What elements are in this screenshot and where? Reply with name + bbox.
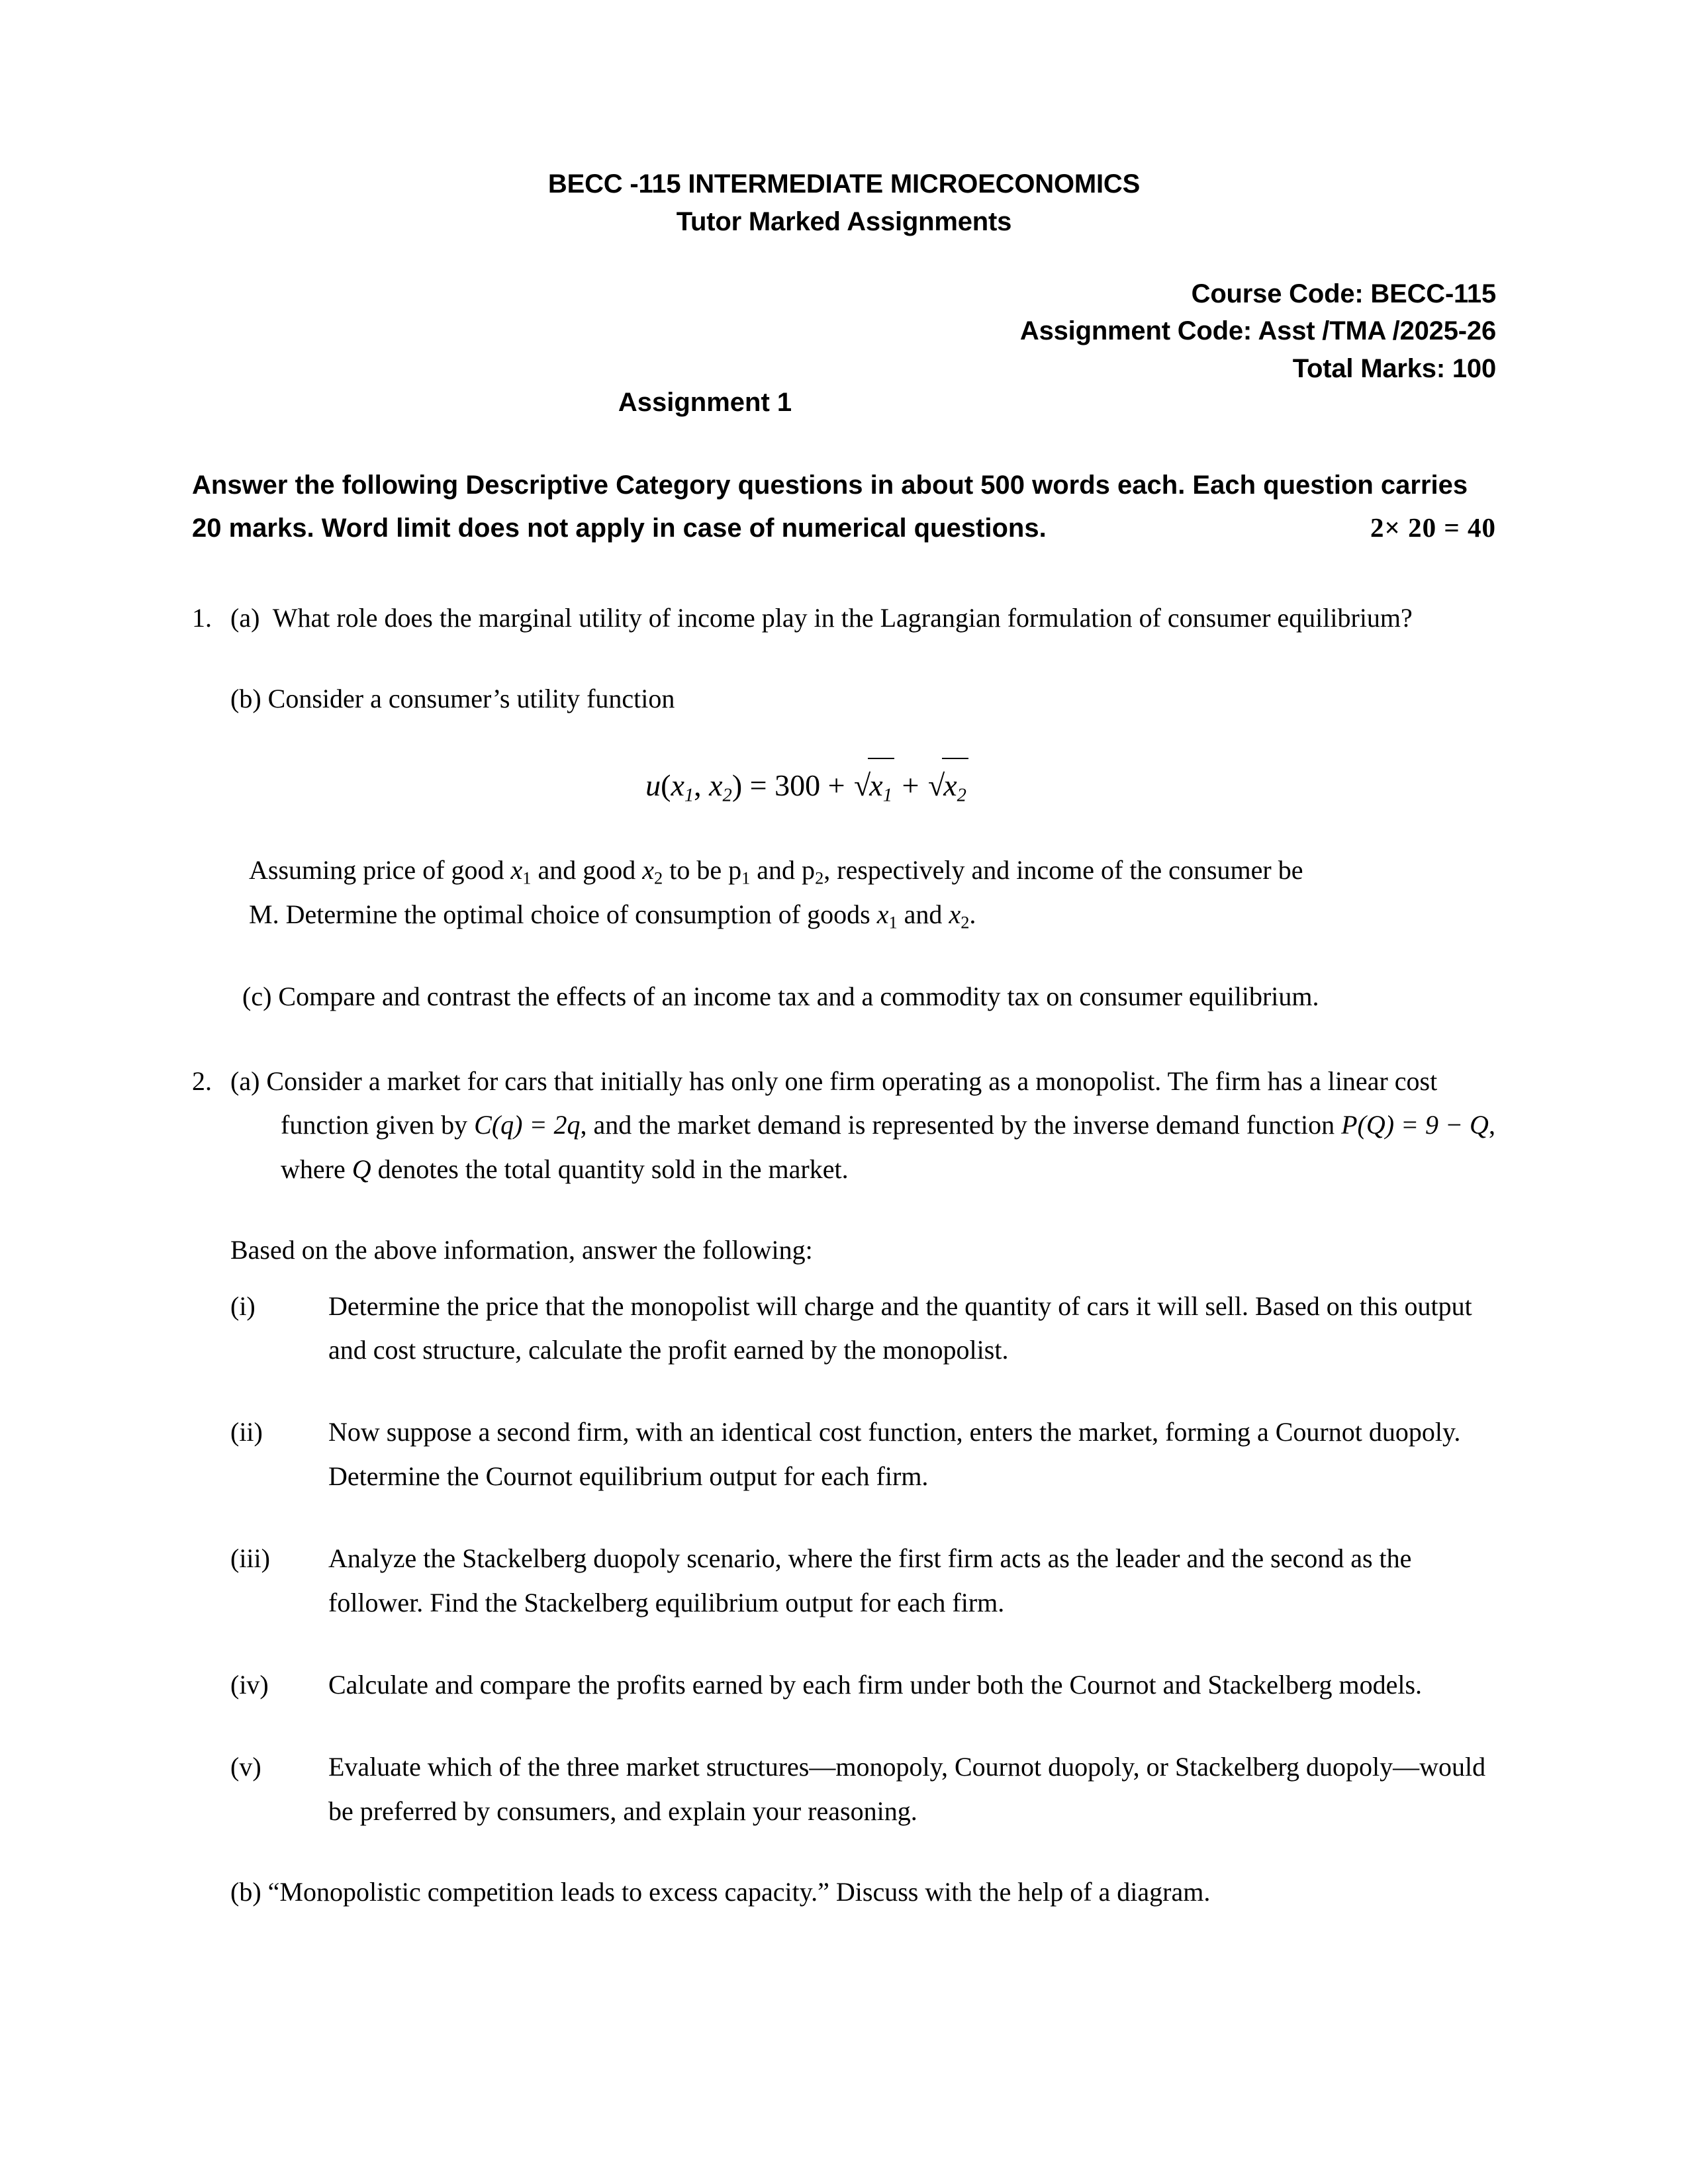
- instructions-line-1: Answer the following Descriptive Category questions in about 500 words each. Each question carries: [192, 470, 1468, 500]
- question-2a-item-v: [230, 1745, 1496, 1833]
- question-2a-text-before-cost: Consider a market for cars that initially has only one firm operating as a monopolist. The firm has a linear cost function given by: [266, 1066, 1438, 1140]
- question-1-number: 1.: [192, 602, 212, 633]
- spacer: [230, 640, 1496, 677]
- question-2a-item-ii-label: (ii): [230, 1417, 263, 1447]
- question-2a-item-i-label: (i): [230, 1291, 256, 1321]
- equation-var-2-subscript: 2: [722, 785, 732, 806]
- question-2: [192, 1060, 1496, 1914]
- assignment-heading: Assignment 1: [618, 387, 792, 417]
- equation-var-2: x: [709, 768, 723, 803]
- question-2a-item-i-text: Determine the price that the monopolist will charge and the quantity of cars it will sell. Based on this output and cost structure, calculate the profit earned by the monopolist.: [328, 1291, 1472, 1365]
- question-1b: [230, 677, 1496, 721]
- question-1a: [230, 596, 1496, 640]
- equation-constant: 300: [774, 768, 821, 803]
- question-2b-text: “Monopolistic competition leads to excess capacity.” Discuss with the help of a diagram.: [267, 1877, 1211, 1907]
- question-1b-after-line-2: M. Determine the optimal choice of consumption of goods $x_1$ and $x_2$.: [249, 899, 976, 933]
- question-2a-intro: Based on the above information, answer the following:: [230, 1235, 813, 1265]
- equation-var-1: x: [671, 768, 684, 803]
- question-2a-item-ii-text: Now suppose a second firm, with an identical cost function, enters the market, forming a Cournot duopoly. Determine the Cournot equilibrium output for each firm.: [328, 1417, 1461, 1491]
- course-meta-block: [192, 275, 1496, 388]
- spacer: [192, 550, 1496, 596]
- question-1a-label: (a): [230, 602, 260, 633]
- spacer: [230, 721, 1496, 758]
- document-title-block: [192, 165, 1496, 241]
- question-2a-item-v-label: (v): [230, 1752, 261, 1782]
- question-2a-item-iv-text: Calculate and compare the profits earned by each firm under both the Cournot and Stackelberg models.: [328, 1669, 1423, 1700]
- demand-function: P(Q) = 9 − Q: [1341, 1110, 1489, 1140]
- question-1b-label: (b): [230, 683, 261, 713]
- question-2a-item-iii-text: Analyze the Stackelberg duopoly scenario, where the first firm acts as the leader and the second as the follower. Find the Stackelberg equilibrium output for each firm.: [328, 1543, 1412, 1617]
- radical-1-var: x: [869, 768, 883, 803]
- total-marks: Total Marks: 100: [1292, 354, 1496, 384]
- spacer: [192, 418, 1496, 464]
- spacer: [192, 1019, 1496, 1060]
- question-2a-text-end: denotes the total quantity sold in the market.: [371, 1154, 849, 1184]
- question-2-number: 2.: [192, 1066, 212, 1097]
- question-2a-text-mid: , and the market demand is represented by the inverse demand function: [580, 1110, 1342, 1140]
- cost-function: C(q) = 2q: [474, 1110, 581, 1140]
- quantity-symbol: Q: [352, 1154, 371, 1184]
- radical-sign-icon: √: [854, 768, 871, 803]
- question-1a-text: What role does the marginal utility of income play in the Lagrangian formulation of consumer equilibrium?: [272, 602, 1413, 633]
- question-1b-after-line-1: Assuming price of good $x_1$ and good $x_2$ to be $p_1$ and $p_2$, respectively and income of the consumer be: [249, 855, 1303, 888]
- instructions-block: [192, 464, 1496, 550]
- assignment-code: Assignment Code: Asst /TMA /2025-26: [1019, 316, 1496, 346]
- spacer: [192, 241, 1496, 275]
- spacer: [230, 811, 1496, 848]
- question-1: [192, 596, 1496, 1019]
- marks-allocation: 2× 20 = 40: [1370, 512, 1496, 543]
- equation-close-paren: ): [731, 768, 743, 803]
- question-2a: [230, 1060, 1496, 1191]
- question-1b-continuation: [230, 848, 1496, 937]
- question-2a-text-after: , where: [281, 1110, 1495, 1184]
- equation-comma: ,: [694, 768, 710, 803]
- radical-sign-icon: √: [927, 768, 945, 803]
- question-2a-item-i: [230, 1285, 1496, 1373]
- question-2a-item-iv-label: (iv): [230, 1669, 269, 1700]
- spacer: [230, 938, 1496, 975]
- equation-function-symbol: u: [645, 768, 661, 803]
- equation-radical-2: [927, 758, 968, 811]
- equation-radical-1: [853, 758, 894, 811]
- spacer: [230, 1833, 1496, 1870]
- question-2a-item-iv: [230, 1663, 1496, 1707]
- equation-plus-2: +: [894, 768, 927, 803]
- equation-plus-1: +: [820, 768, 853, 803]
- spacer: [230, 1191, 1496, 1228]
- equation-open-paren: (: [661, 768, 671, 803]
- question-1c-label: (c): [242, 981, 272, 1011]
- question-2b-label: (b): [230, 1877, 261, 1907]
- radical-2-var: x: [943, 768, 957, 803]
- question-1c: [230, 975, 1496, 1019]
- utility-function-equation: [118, 758, 1496, 811]
- question-1b-text: Consider a consumer’s utility function: [267, 683, 675, 713]
- question-2b: [230, 1870, 1496, 1914]
- question-2a-item-iii: [230, 1537, 1496, 1625]
- assignment-type-title: Tutor Marked Assignments: [676, 206, 1012, 236]
- equation-equals: =: [742, 768, 775, 803]
- radical-1-subscript: 1: [882, 785, 892, 806]
- instructions-line-2: 20 marks. Word limit does not apply in case of numerical questions.: [192, 513, 1047, 543]
- question-2a-label: (a): [230, 1066, 260, 1097]
- equation-var-1-subscript: 1: [684, 785, 694, 806]
- course-code: Course Code: BECC-115: [1191, 279, 1496, 308]
- question-2a-item-ii: [230, 1410, 1496, 1498]
- question-2a-item-v-text: Evaluate which of the three market structures—monopoly, Cournot duopoly, or Stackelberg duopoly—would be preferred by consumers, and explain your reasoning.: [328, 1752, 1486, 1826]
- question-1c-text: Compare and contrast the effects of an income tax and a commodity tax on consumer equilibrium.: [278, 981, 1319, 1011]
- radical-2-subscript: 2: [957, 785, 966, 806]
- course-title: BECC -115 INTERMEDIATE MICROECONOMICS: [547, 169, 1141, 199]
- question-2a-item-iii-label: (iii): [230, 1543, 270, 1574]
